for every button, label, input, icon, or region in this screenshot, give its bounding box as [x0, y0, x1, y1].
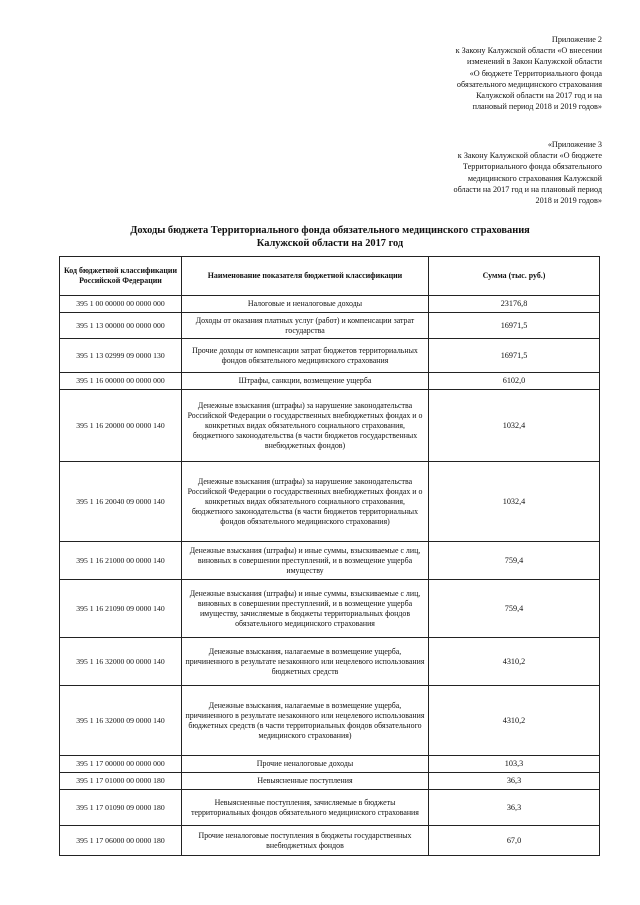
revenue-table — [59, 256, 600, 856]
row-sum: 67,0 — [429, 826, 600, 856]
table-row — [60, 580, 600, 638]
row-name: Денежные взыскания (штрафы) за нарушение законодательства Российской Федерации о государственных внебюджетных фондах и о конкретных видах обязательного социального страхования, бюджетного законодательства (в части бюджетов территориальных фондов обязательного медицинского страхования) — [182, 462, 429, 542]
table-row — [60, 390, 600, 462]
table-row — [60, 339, 600, 373]
row-name: Прочие неналоговые доходы — [182, 756, 429, 773]
table-row — [60, 638, 600, 686]
row-name: Налоговые и неналоговые доходы — [182, 296, 429, 313]
document-title-line-1: Доходы бюджета Территориального фонда обязательного медицинского страхования — [130, 225, 530, 236]
row-name: Прочие неналоговые поступления в бюджеты государственных внебюджетных фондов — [182, 826, 429, 856]
table-row — [60, 826, 600, 856]
annex-2-line: плановый период 2018 и 2019 годов» — [472, 102, 602, 112]
row-sum: 4310,2 — [429, 686, 600, 756]
row-code: 395 1 17 00000 00 0000 000 — [60, 756, 182, 773]
row-code: 395 1 16 00000 00 0000 000 — [60, 373, 182, 390]
annex-3-line: Территориального фонда обязательного — [462, 162, 602, 172]
row-sum: 1032,4 — [429, 390, 600, 462]
table-row — [60, 542, 600, 580]
row-name: Невыясненные поступления — [182, 773, 429, 790]
row-code: 395 1 00 00000 00 0000 000 — [60, 296, 182, 313]
table-row — [60, 296, 600, 313]
document-title-line-2: Калужской области на 2017 год — [256, 238, 404, 249]
table-row — [60, 790, 600, 826]
row-name: Денежные взыскания, налагаемые в возмещение ущерба, причиненного в результате незаконного или нецелевого использования бюджетных средств (в части территориальных фондов обязательного медицинского страхования) — [182, 686, 429, 756]
annex-3-line: к Закону Калужской области «О бюджете — [457, 151, 602, 161]
row-name: Денежные взыскания, налагаемые в возмещение ущерба, причиненного в результате незаконного или нецелевого использования бюджетных средств — [182, 638, 429, 686]
row-sum: 103,3 — [429, 756, 600, 773]
row-sum: 1032,4 — [429, 462, 600, 542]
row-name: Доходы от оказания платных услуг (работ) и компенсации затрат государства — [182, 313, 429, 339]
header-name: Наименование показателя бюджетной классификации — [182, 257, 429, 296]
row-code: 395 1 16 21090 09 0000 140 — [60, 580, 182, 638]
row-sum: 4310,2 — [429, 638, 600, 686]
annex-3-line: медицинского страхования Калужской — [467, 173, 602, 183]
row-sum: 16971,5 — [429, 339, 600, 373]
table-row — [60, 756, 600, 773]
row-sum: 6102,0 — [429, 373, 600, 390]
row-code: 395 1 17 01090 09 0000 180 — [60, 790, 182, 826]
document-title — [60, 224, 600, 250]
row-code: 395 1 13 02999 09 0000 130 — [60, 339, 182, 373]
annex-2-line: к Закону Калужской области «О внесении — [455, 46, 602, 56]
annex-2-line: Калужской области на 2017 год и на — [476, 91, 602, 101]
annex-3-line: «Приложение 3 — [547, 140, 602, 149]
row-sum: 36,3 — [429, 773, 600, 790]
table-row — [60, 773, 600, 790]
row-sum: 759,4 — [429, 542, 600, 580]
annex-3-line: области на 2017 год и на плановый период — [453, 184, 602, 194]
row-name: Штрафы, санкции, возмещение ущерба — [182, 373, 429, 390]
table-header-row — [60, 257, 600, 296]
header-code: Код бюджетной классификации Российской Федерации — [60, 257, 182, 296]
annex-2-line: изменений в Закон Калужской области — [467, 57, 602, 67]
annex-2-line: обязательного медицинского страхования — [456, 79, 602, 89]
row-code: 395 1 16 20040 09 0000 140 — [60, 462, 182, 542]
row-code: 395 1 16 20000 00 0000 140 — [60, 390, 182, 462]
row-code: 395 1 13 00000 00 0000 000 — [60, 313, 182, 339]
row-name: Невыясненные поступления, зачисляемые в бюджеты территориальных фондов обязательного медицинского страхования — [182, 790, 429, 826]
row-code: 395 1 17 06000 00 0000 180 — [60, 826, 182, 856]
row-name: Денежные взыскания (штрафы) за нарушение законодательства Российской Федерации о государственных внебюджетных фондах и о конкретных видах обязательного социального страхования, бюджетного законодательства (в части бюджетов государственных внебюджетных фондов) — [182, 390, 429, 462]
row-sum: 759,4 — [429, 580, 600, 638]
row-sum: 36,3 — [429, 790, 600, 826]
table-row — [60, 373, 600, 390]
annex-2-line: «О бюджете Территориального фонда — [469, 68, 602, 78]
annex-3-header — [453, 139, 602, 206]
row-name: Денежные взыскания (штрафы) и иные суммы, взыскиваемые с лиц, виновных в совершении преступлений, и в возмещение ущерба имуществу, зачисляемые в бюджеты территориальных фондов обязательного медицинского страхования — [182, 580, 429, 638]
row-sum: 16971,5 — [429, 313, 600, 339]
row-code: 395 1 17 01000 00 0000 180 — [60, 773, 182, 790]
row-sum: 23176,8 — [429, 296, 600, 313]
annex-2-line: Приложение 2 — [551, 35, 602, 44]
header-sum: Сумма (тыс. руб.) — [429, 257, 600, 296]
row-name: Денежные взыскания (штрафы) и иные суммы, взыскиваемые с лиц, виновных в совершении преступлений, и в возмещение ущерба имуществу — [182, 542, 429, 580]
annex-2-header — [456, 34, 602, 112]
table-row — [60, 313, 600, 339]
table-row — [60, 686, 600, 756]
row-code: 395 1 16 21000 00 0000 140 — [60, 542, 182, 580]
table-row — [60, 462, 600, 542]
row-code: 395 1 16 32000 00 0000 140 — [60, 638, 182, 686]
annex-3-line: 2018 и 2019 годов» — [535, 196, 602, 206]
row-code: 395 1 16 32000 09 0000 140 — [60, 686, 182, 756]
row-name: Прочие доходы от компенсации затрат бюджетов территориальных фондов обязательного медицинского страхования — [182, 339, 429, 373]
